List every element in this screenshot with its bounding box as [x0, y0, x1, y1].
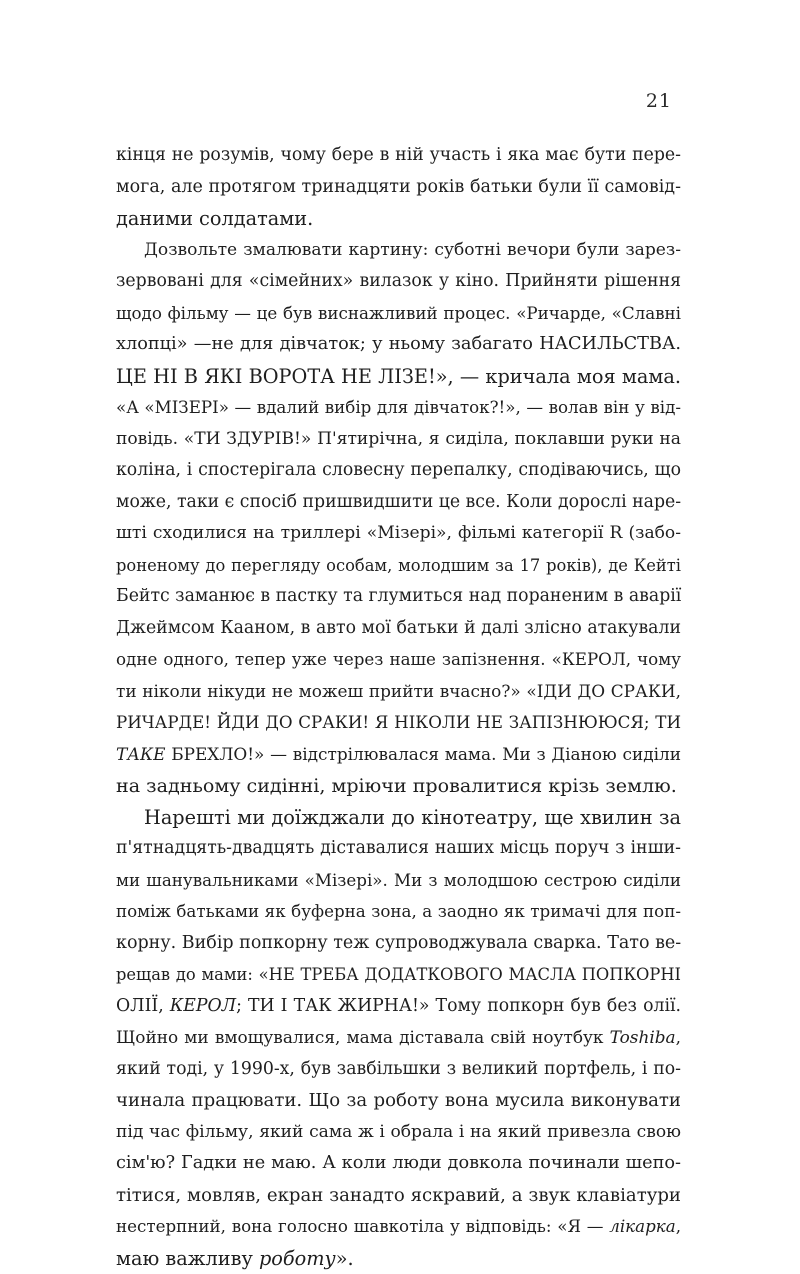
text-segment: тітися, мовляв, екран занадто яскравий, а звук клавіатури — [116, 1185, 681, 1206]
body-text — [116, 140, 681, 1274]
text-line — [116, 392, 681, 424]
text-segment: хлопці» —не для дівчаток; у ньому забагато НАСИЛЬСТВА. — [116, 334, 681, 354]
text-segment: Дозвольте змалювати картину: суботні вечори були зарез- — [144, 240, 681, 260]
paragraph — [116, 140, 681, 235]
text-segment: п'ятнадцять-двадцять діставалися наших місць поруч з інши- — [116, 838, 681, 858]
text-segment: Щойно ми вмощувалися, мама діставала свій ноутбук — [116, 1027, 610, 1047]
text-line — [116, 802, 681, 834]
text-line — [116, 707, 681, 739]
text-segment: ». — [336, 1247, 354, 1270]
text-segment: РИЧАРДЕ! ЙДИ ДО СРАКИ! Я НІКОЛИ НЕ ЗАПІЗНЮЮСЯ; ТИ — [116, 712, 681, 732]
text-line — [116, 518, 681, 550]
italic-text: роботу — [259, 1247, 336, 1270]
text-segment: під час фільму, який сама ж і обрала і на який привезла свою — [116, 1122, 681, 1142]
text-segment: , — [676, 1027, 681, 1047]
text-line — [116, 1243, 681, 1274]
text-segment: кінця не розумів, чому бере в ній участь і яка має бути пере- — [116, 145, 681, 165]
text-line — [116, 644, 681, 676]
text-segment: щодо фільму — це був виснажливий процес. «Ричарде, «Славні — [116, 303, 681, 323]
text-segment: Нарешті ми доїжджали до кінотеатру, ще хвилин за — [144, 806, 681, 829]
text-segment: може, таки є спосіб пришвидшити це все. Коли дорослі наре- — [116, 492, 681, 512]
text-segment: Бейтс заманює в пастку та глумиться над пораненим в аварії — [116, 586, 681, 606]
text-segment: , — [676, 1216, 681, 1236]
text-segment: мога, але протягом тринадцяти років батьки були її самовід- — [116, 177, 681, 197]
text-segment: одне одного, тепер уже через наше запізнення. «КЕРОЛ, чому — [116, 649, 681, 669]
text-line — [116, 1211, 681, 1243]
text-segment: на задньому сидінні, мріючи провалитися крізь землю. — [116, 774, 677, 797]
text-segment: роненому до перегляду особам, молодшим за 17 років), де Кейті — [116, 556, 681, 575]
text-segment: корну. Вибір попкорну теж супроводжувала сварка. Тато ве- — [116, 933, 681, 953]
text-line — [116, 1054, 681, 1086]
text-line — [116, 1180, 681, 1212]
text-line — [116, 203, 681, 235]
text-line — [116, 298, 681, 330]
text-line — [116, 235, 681, 267]
text-line — [116, 1085, 681, 1117]
text-segment: ЦЕ НІ В ЯКІ ВОРОТА НЕ ЛІЗЕ!», — кричала моя мама. — [116, 365, 681, 388]
text-segment: коліна, і спостерігала словесну перепалку, сподіваючись, що — [116, 460, 681, 480]
text-line — [116, 487, 681, 519]
text-line — [116, 1022, 681, 1054]
text-segment: повідь. «ТИ ЗДУРІВ!» П'ятирічна, я сиділа, поклавши руки на — [116, 429, 681, 449]
italic-text: Toshiba — [610, 1027, 676, 1047]
text-line — [116, 1117, 681, 1149]
text-segment: сім'ю? Гадки не маю. А коли люди довкола починали шепо- — [116, 1153, 681, 1173]
text-line — [116, 676, 681, 708]
text-line — [116, 991, 681, 1023]
italic-text: ТАКЕ — [116, 744, 165, 764]
text-line — [116, 833, 681, 865]
text-line — [116, 1148, 681, 1180]
paragraph — [116, 802, 681, 1274]
text-segment: БРЕХЛО!» — відстрілювалася мама. Ми з Діаною сиділи — [165, 744, 681, 764]
text-line — [116, 361, 681, 393]
paragraph — [116, 235, 681, 802]
text-line — [116, 329, 681, 361]
text-line — [116, 424, 681, 456]
text-line — [116, 455, 681, 487]
text-segment: поміж батьками як буферна зона, а заодно як тримачі для поп- — [116, 901, 681, 921]
text-segment: Джеймсом Кааном, в авто мої батьки й далі злісно атакували — [116, 618, 681, 638]
text-segment: шті сходилися на триллері «Мізері», фільмі категорії R (забо- — [116, 523, 681, 543]
text-segment: нестерпний, вона голосно шавкотіла у відповідь: «Я — — [116, 1216, 609, 1236]
text-segment: ми шанувальниками «Мізері». Ми з молодшою сестрою сиділи — [116, 870, 681, 890]
text-line — [116, 613, 681, 645]
text-segment: ; ТИ І ТАК ЖИРНА!» Тому попкорн був без олії. — [236, 996, 681, 1016]
text-segment: який тоді, у 1990-х, був завбільшки з великий портфель, і по- — [116, 1059, 681, 1079]
text-line — [116, 550, 681, 582]
text-segment: «А «МІЗЕРІ» — вдалий вибір для дівчаток?!», — волав він у від- — [116, 397, 681, 417]
text-line — [116, 928, 681, 960]
text-segment: рещав до мами: «НЕ ТРЕБА ДОДАТКОВОГО МАСЛА ПОПКОРНІ — [116, 965, 681, 984]
text-line — [116, 140, 681, 172]
text-line — [116, 739, 681, 771]
text-line — [116, 770, 681, 802]
italic-text: КЕРОЛ — [170, 996, 236, 1016]
text-segment: даними солдатами. — [116, 207, 313, 230]
text-segment: зервовані для «сімейних» вилазок у кіно. Прийняти рішення — [116, 271, 681, 291]
text-line — [116, 172, 681, 204]
text-line — [116, 581, 681, 613]
text-line — [116, 266, 681, 298]
page-number: 21 — [646, 90, 672, 112]
text-line — [116, 896, 681, 928]
italic-text: лікарка — [609, 1216, 675, 1236]
text-line — [116, 865, 681, 897]
text-segment: чинала працювати. Що за роботу вона мусила виконувати — [116, 1090, 681, 1111]
text-line — [116, 959, 681, 991]
text-segment: ти ніколи нікуди не можеш прийти вчасно?» «ІДИ ДО СРАКИ, — [116, 681, 681, 701]
text-segment: ОЛІЇ, — [116, 996, 170, 1016]
text-segment: маю важливу — [116, 1247, 259, 1270]
